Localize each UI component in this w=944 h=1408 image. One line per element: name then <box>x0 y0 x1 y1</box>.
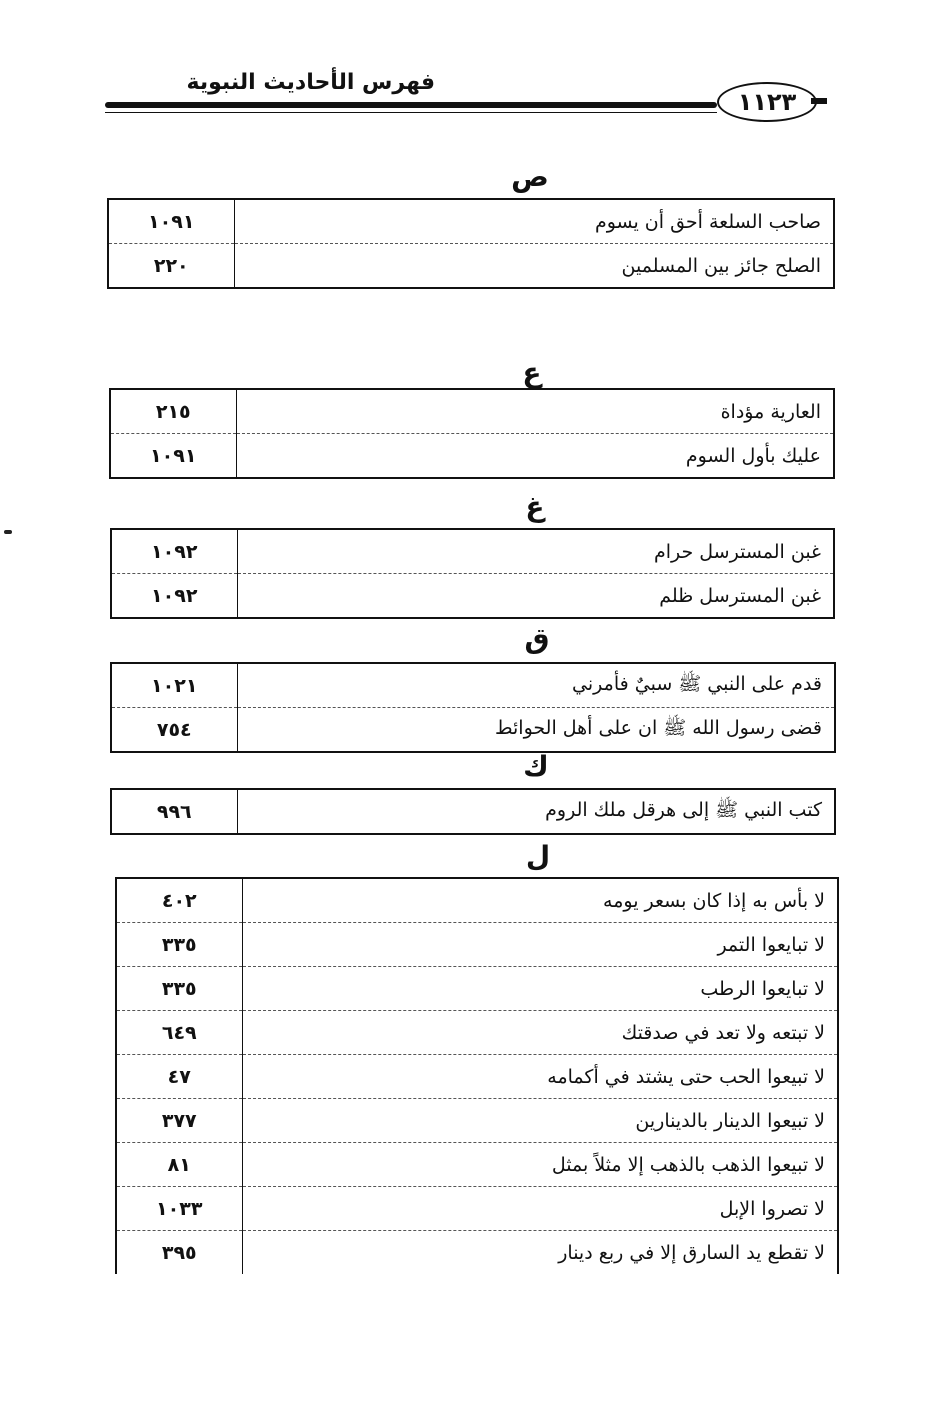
header-title: فهرس الأحاديث النبوية <box>186 70 435 95</box>
table-row <box>111 529 834 574</box>
hadith-text: الصلح جائز بين المسلمين <box>234 244 834 289</box>
hadith-text: لا تبيعوا الذهب بالذهب إلا مثلاً بمثل <box>242 1143 838 1187</box>
page-ref: ١٠٩٢ <box>151 540 198 563</box>
hadith-text: لا بأس به إذا كان بسعر يومه <box>242 878 838 923</box>
hadith-text: لا تصروا الإبل <box>242 1187 838 1231</box>
page-ref: ١٠٣٣ <box>116 1187 242 1231</box>
index-table-qaf <box>110 662 836 753</box>
page-ref: ٢١٥ <box>155 400 191 423</box>
table-row <box>116 967 838 1011</box>
section-letter-kaf: ك <box>523 750 549 783</box>
page-ref: ٣٣٥ <box>116 967 242 1011</box>
table-row <box>108 244 834 289</box>
hadith-text: غبن المسترسل ظلم <box>237 574 834 619</box>
table-row <box>111 663 835 708</box>
table-row <box>116 1055 838 1099</box>
header-rule-thin <box>105 112 717 113</box>
table-row <box>110 389 834 434</box>
page-ref: ١٠٩٢ <box>111 574 237 619</box>
section-letter-lam: ل <box>525 840 551 873</box>
hadith-text: لا تبايعوا التمر <box>242 923 838 967</box>
hadith-text: لا تبيعوا الدينار بالدينارين <box>242 1099 838 1143</box>
table-row <box>116 1011 838 1055</box>
page-ref: ٣٧٧ <box>116 1099 242 1143</box>
hadith-text: لا تبايعوا الرطب <box>242 967 838 1011</box>
table-row <box>108 199 834 244</box>
page-ref: ٩٩٦ <box>156 800 192 823</box>
hadith-text: لا تبتعه ولا تعد في صدقتك <box>242 1011 838 1055</box>
page-ref: ١٠٩١ <box>148 210 195 233</box>
page-ref: ٣٣٥ <box>116 923 242 967</box>
hadith-text: قضى رسول الله ﷺ ان على أهل الحوائط <box>237 708 835 753</box>
page-ref: ٤٠٢ <box>161 889 197 912</box>
page-number: ١١٢٣ <box>717 82 817 122</box>
table-row <box>111 789 835 834</box>
section-letter-ghain: غ <box>525 490 545 523</box>
section-letter-qaf: ق <box>524 622 550 655</box>
table-row <box>116 1187 838 1231</box>
hadith-text: قدم على النبي ﷺ سبيٌ فأمرني <box>237 663 835 708</box>
page-ref: ٨١ <box>116 1143 242 1187</box>
page-ref: ٢٢٠ <box>108 244 234 289</box>
table-row <box>111 708 835 753</box>
page-ref: ٤٧ <box>116 1055 242 1099</box>
table-row <box>116 1231 838 1275</box>
table-row <box>116 923 838 967</box>
hadith-text: كتب النبي ﷺ إلى هرقل ملك الروم <box>237 789 835 834</box>
index-table-lam <box>115 877 839 1274</box>
table-row <box>116 1099 838 1143</box>
page-ref: ١٠٩١ <box>110 434 236 479</box>
hadith-text: لا تبيعوا الحب حتى يشتد في أكمامه <box>242 1055 838 1099</box>
page-header <box>105 62 825 122</box>
page-ref: ٦٤٩ <box>116 1011 242 1055</box>
hadith-text: غبن المسترسل حرام <box>237 529 834 574</box>
index-table-ain <box>109 388 835 479</box>
hadith-text: صاحب السلعة أحق أن يسوم <box>234 199 834 244</box>
hadith-text: لا تقطع يد السارق إلا في ربع دينار <box>242 1231 838 1275</box>
page-ref: ٣٩٥ <box>116 1231 242 1275</box>
table-row <box>116 1143 838 1187</box>
index-table-kaf <box>110 788 836 835</box>
header-rule <box>105 102 717 108</box>
hadith-text: العارية مؤداة <box>236 389 834 434</box>
index-table-sad <box>107 198 835 289</box>
page-ref: ١٠٢١ <box>151 674 198 697</box>
hadith-text: عليك بأول السوم <box>236 434 834 479</box>
section-letter-sad: ص <box>511 160 549 193</box>
header-ornament <box>811 98 827 104</box>
table-row <box>110 434 834 479</box>
table-row <box>116 878 838 923</box>
index-table-ghain <box>110 528 835 619</box>
page-ref: ٧٥٤ <box>111 708 237 753</box>
scan-speck <box>4 530 12 534</box>
section-letter-ain: ع <box>522 356 542 389</box>
table-row <box>111 574 834 619</box>
